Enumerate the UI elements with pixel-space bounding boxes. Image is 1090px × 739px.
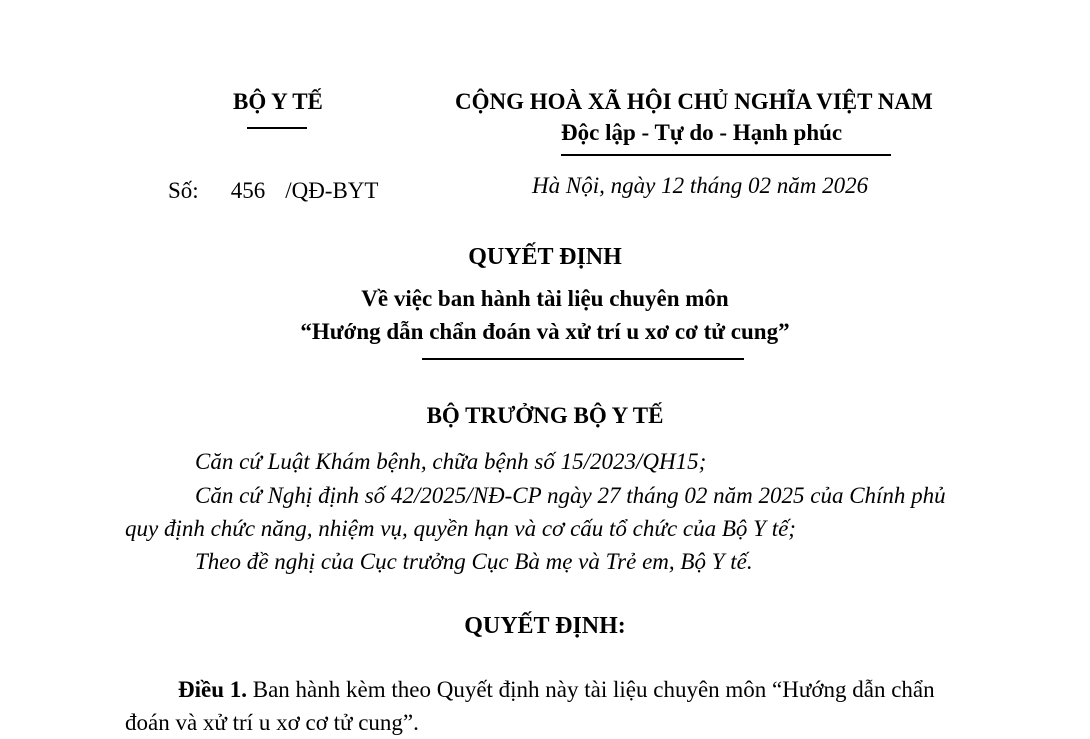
document-title: QUYẾT ĐỊNH bbox=[468, 244, 622, 270]
decision-heading: QUYẾT ĐỊNH: bbox=[464, 613, 626, 639]
national-motto: Độc lập - Tự do - Hạnh phúc bbox=[561, 120, 843, 145]
number-label: Số: bbox=[168, 178, 199, 203]
article-1-continued: đoán và xử trí u xơ cơ tử cung”. bbox=[125, 710, 419, 735]
ministry-name: BỘ Y TẾ bbox=[233, 89, 323, 114]
date-month: 02 bbox=[747, 173, 771, 198]
document-date bbox=[532, 172, 868, 200]
article-1 bbox=[178, 676, 935, 704]
document-number bbox=[168, 177, 378, 205]
legal-basis-2-continued: quy định chức năng, nhiệm vụ, quyền hạn và cơ cấu tổ chức của Bộ Y tế; bbox=[125, 516, 796, 541]
subtitle-line-2: “Hướng dẫn chẩn đoán và xử trí u xơ cơ tử cung” bbox=[300, 319, 790, 344]
article-1-label: Điều 1. bbox=[178, 677, 247, 702]
legal-basis-1: Căn cứ Luật Khám bệnh, chữa bệnh số 15/2023/QH15; bbox=[195, 449, 707, 474]
subtitle-underline bbox=[422, 358, 744, 360]
date-prefix: Hà Nội, ngày bbox=[532, 173, 656, 198]
date-year: 2026 bbox=[822, 173, 869, 198]
issuing-authority: BỘ TRƯỞNG BỘ Y TẾ bbox=[426, 403, 664, 428]
date-month-label: tháng bbox=[689, 173, 743, 198]
legal-basis-3: Theo đề nghị của Cục trưởng Cục Bà mẹ và Trẻ em, Bộ Y tế. bbox=[195, 549, 753, 574]
republic-name: CỘNG HOÀ XÃ HỘI CHỦ NGHĨA VIỆT NAM bbox=[455, 89, 933, 114]
number-value: 456 bbox=[230, 178, 266, 203]
subtitle-line-1: Về việc ban hành tài liệu chuyên môn bbox=[361, 286, 729, 311]
date-day: 12 bbox=[661, 173, 685, 198]
article-1-text: Ban hành kèm theo Quyết định này tài liệu chuyên môn “Hướng dẫn chẩn bbox=[247, 677, 935, 702]
ministry-underline bbox=[247, 127, 307, 129]
legal-basis-2: Căn cứ Nghị định số 42/2025/NĐ-CP ngày 27 tháng 02 năm 2025 của Chính phủ bbox=[195, 483, 946, 508]
number-suffix: /QĐ-BYT bbox=[285, 178, 379, 203]
date-year-label: năm bbox=[776, 173, 817, 198]
motto-underline bbox=[561, 154, 891, 156]
